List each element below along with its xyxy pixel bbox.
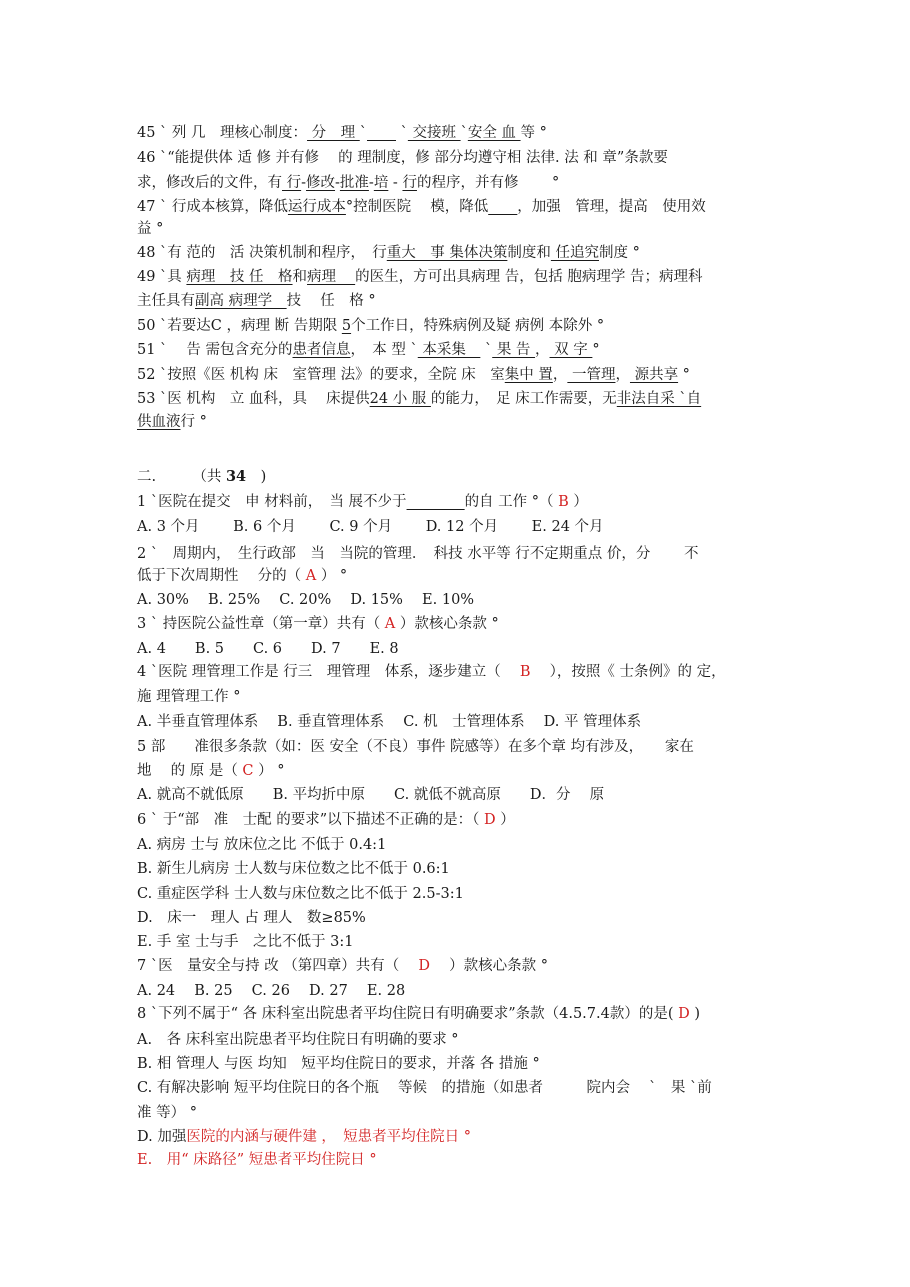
choice-question-line	[137, 1151, 377, 1169]
fill-in-question-line	[137, 244, 640, 262]
choice-question-line	[137, 615, 499, 633]
text-segment: `	[359, 125, 367, 141]
marked-answer: E. 用“ 床路径” 短患者平均住院日 °	[137, 1152, 377, 1168]
choice-question-line	[137, 860, 450, 878]
text-segment: D. 加强	[137, 1129, 187, 1145]
text-segment: °	[678, 367, 690, 383]
text-segment: `	[460, 125, 468, 141]
text-segment: 47 ` 行成本核算，降低	[137, 199, 288, 215]
text-segment: B. 相 管理人 与医 均知 短平均住院日的要求，并落 各 措施 °	[137, 1056, 540, 1072]
fill-in-answer: 运行成本	[287, 199, 346, 215]
text-segment: ，	[552, 367, 568, 383]
text-segment: A. 3 个月 B. 6 个月 C. 9 个月 D. 12 个月 E. 24 个月	[137, 519, 604, 535]
choice-question-line	[137, 468, 266, 486]
text-segment: °控制医院 模，降低	[345, 199, 489, 215]
fill-in-answer: 任追究	[550, 245, 599, 261]
text-segment: 8 `下列不属于“ 各 床科室出院患者平均住院日有明确要求”条款（4.5.7.4款）的是(	[137, 1006, 674, 1022]
choice-question-line	[137, 909, 366, 927]
fill-in-answer: 行	[402, 175, 417, 191]
choice-question-line	[137, 688, 240, 706]
choice-question-line	[137, 738, 694, 756]
text-segment: )	[694, 1006, 701, 1022]
text-segment: D. 床一 理人 占 理人 数≥85%	[137, 910, 366, 926]
fill-in-question-line	[137, 268, 702, 286]
text-segment: 低于下次周期性 分的（	[137, 568, 302, 584]
fill-in-question-line	[137, 317, 604, 335]
fill-in-question-line	[137, 341, 600, 359]
text-segment: 主任具有	[137, 293, 195, 309]
text-segment: -	[368, 175, 374, 191]
fill-in-answer: 重大 事 集体决策	[386, 245, 508, 261]
text-segment: 50 `若要达C ，病理 断 告期限	[137, 318, 342, 334]
text-segment: 二. （共	[137, 469, 226, 485]
marked-answer: D	[479, 812, 501, 828]
fill-in-question-line	[137, 124, 547, 142]
fill-in-question-line	[137, 198, 706, 216]
fill-in-question-line	[137, 292, 376, 310]
choice-question-line	[137, 811, 515, 829]
text-segment: 3 ` 持医院公益性章（第一章）共有（	[137, 616, 381, 632]
text-segment: ， 本 型 `	[350, 342, 418, 358]
fill-in-answer: 交接班	[407, 125, 461, 141]
fill-in-answer: 双 字	[549, 342, 593, 358]
text-segment: 的自 工作 °（	[464, 494, 554, 510]
marked-answer: 医院的内涵与硬件建 ， 短患者平均住院日 °	[186, 1129, 472, 1145]
choice-question-line	[137, 567, 347, 585]
choice-question-line	[137, 713, 641, 731]
text-segment: A. 24 B. 25 C. 26 D. 27 E. 28	[137, 983, 406, 999]
text-segment: ），按照《 士条例》的 定，	[535, 664, 726, 680]
choice-question-line	[137, 982, 405, 1000]
choice-question-line	[137, 640, 399, 658]
text-segment: 制度和	[507, 245, 551, 261]
fill-in-answer: 批准	[339, 175, 369, 191]
text-segment: 地 的 原 是（	[137, 763, 238, 779]
fill-in-answer: 一管理	[567, 367, 616, 383]
text-segment: )	[246, 469, 267, 485]
choice-question-line	[137, 786, 604, 804]
text-segment: ） °	[320, 568, 348, 584]
text-segment: 的能力， 足 床工作需要，无	[430, 391, 617, 407]
text-segment: 51 ` 告 需包含充分的	[137, 342, 293, 358]
marked-answer: C	[237, 763, 259, 779]
text-segment: -	[388, 175, 403, 191]
fill-in-question-line	[137, 390, 701, 408]
fill-in-question-line	[137, 366, 690, 384]
text-segment: A. 30% B. 25% C. 20% D. 15% E. 10%	[137, 592, 475, 608]
text-segment: 4 `医院 理管理工作是 行三 理管理 体系，逐步建立（	[137, 664, 516, 680]
text-segment: ）款核心条款 °	[434, 958, 549, 974]
choice-question-line	[137, 762, 285, 780]
text-segment: 等 °	[520, 125, 547, 141]
text-segment: -	[301, 175, 307, 191]
text-segment: 益 °	[137, 221, 164, 237]
text-segment: 53 `医 机构 立 血科，具 床提供	[137, 391, 370, 407]
text-segment: A. 就高不就低原 B. 平均折中原 C. 就低不就高原 D．分 原	[137, 787, 605, 803]
fill-in-answer: 分 理	[307, 125, 360, 141]
fill-in-answer: ____	[488, 199, 518, 215]
marked-answer: A	[380, 616, 400, 632]
choice-question-line	[137, 663, 726, 681]
fill-in-answer: 源共享	[629, 367, 679, 383]
fill-in-question-line	[137, 220, 163, 238]
text-segment: 准 等） °	[137, 1105, 197, 1121]
text-segment: 和	[292, 269, 308, 285]
text-segment: 5 部 准很多条款（如：医 安全（不良）事件 院感等）在多个章 均有涉及， 家在	[137, 739, 694, 755]
choice-question-line	[137, 836, 386, 854]
fill-in-answer: 副高 病理学	[195, 293, 287, 309]
text-segment: 求，修改后的文件，有	[137, 175, 282, 191]
text-segment: 46 `“能提供体 适 修 并有修 的 理制度，修 部分均遵守相 法律. 法 和 章”条款要	[137, 150, 668, 166]
fill-in-answer: ________	[406, 494, 465, 510]
choice-question-line	[137, 1079, 712, 1097]
choice-question-line	[137, 591, 474, 609]
text-segment: 34	[225, 468, 247, 485]
marked-answer: D	[673, 1006, 695, 1022]
text-segment: 52 `按照《医 机构 床 室管理 法》的要求，全院 床 室	[137, 367, 505, 383]
choice-question-line	[137, 957, 548, 975]
text-segment: 49 `具	[137, 269, 187, 285]
text-segment: ，	[615, 367, 630, 383]
marked-answer: D	[413, 958, 435, 974]
text-segment: 技 任 格 °	[286, 293, 376, 309]
text-segment: 制度 °	[599, 245, 640, 261]
fill-in-question-line	[137, 413, 207, 431]
text-segment: `	[396, 125, 408, 141]
text-segment: 2 ` 周期内， 生行政部 当 当院的管理． 科技 水平等 行不定期重点 价，分 不	[137, 546, 699, 562]
marked-answer: B	[553, 494, 574, 510]
fill-in-question-line	[137, 149, 668, 167]
fill-in-answer: 24 小 服	[369, 391, 431, 407]
text-segment: ，加强 管理，提高 使用效	[517, 199, 706, 215]
choice-question-line	[137, 493, 588, 511]
text-segment: A. 病房 士与 放床位之比 不低于 0.4:1	[137, 837, 387, 853]
text-segment: ）	[573, 494, 588, 510]
fill-in-answer: 行	[282, 175, 302, 191]
fill-in-answer: ____	[367, 125, 396, 141]
choice-question-line	[137, 885, 464, 903]
choice-question-line	[137, 1005, 700, 1023]
text-segment: C. 重症医学科 士人数与床位数之比不低于 2.5-3:1	[137, 886, 464, 902]
text-segment: 48 `有 范的 活 决策机制和程序， 行	[137, 245, 387, 261]
text-segment: B. 新生儿病房 士人数与床位数之比不低于 0.6:1	[137, 861, 450, 877]
fill-in-answer: 修改	[306, 175, 336, 191]
text-segment: ） °	[258, 763, 285, 779]
text-segment: 7 `医 量安全与持 改 （第四章）共有（	[137, 958, 414, 974]
fill-in-answer: 病理	[307, 269, 356, 285]
fill-in-answer: 培	[373, 175, 389, 191]
choice-question-line	[137, 518, 604, 536]
text-segment: 的医生，方可出具病理 告，包括 胞病理学 告；病理科	[355, 269, 703, 285]
text-segment: 个工作日，特殊病例及疑 病例 本除外 °	[351, 318, 605, 334]
text-segment: 6 ` 于“部 准 士配 的要求”以下描述不正确的是：（	[137, 812, 480, 828]
marked-answer: B	[515, 664, 536, 680]
choice-question-line	[137, 1128, 471, 1146]
fill-in-answer: 患者信息	[292, 342, 351, 358]
text-segment: 45 ` 列 几 理核心制度：	[137, 125, 308, 141]
text-segment: A. 半垂直管理体系 B. 垂直管理体系 C. 机 士管理体系 D. 平 管理体系	[137, 714, 642, 730]
text-segment: E. 手 室 士与手 之比不低于 3:1	[137, 934, 354, 950]
text-segment: A. 各 床科室出院患者平均住院日有明确的要求 °	[137, 1032, 459, 1048]
fill-in-answer: 集中 置	[504, 367, 553, 383]
text-segment: ）	[500, 812, 515, 828]
fill-in-answer: 病理 技 任 格	[186, 269, 293, 285]
fill-in-answer: 供血液	[137, 414, 181, 430]
text-segment: °	[592, 342, 600, 358]
text-segment: 施 理管理工作 °	[137, 689, 241, 705]
choice-question-line	[137, 545, 699, 563]
text-segment: 1 `医院在提交 申 材料前， 当 展不少于	[137, 494, 407, 510]
choice-question-line	[137, 1031, 459, 1049]
fill-in-answer: 果 告	[492, 342, 536, 358]
text-segment: 行 °	[180, 414, 207, 430]
text-segment: 的程序，并有修 °	[416, 175, 560, 191]
text-segment: C. 有解决影响 短平均住院日的各个瓶 等候 的措施（如患者 院内会 ` 果 `前	[137, 1080, 712, 1096]
text-segment: -	[335, 175, 340, 191]
text-segment: ）款核心条款 °	[399, 616, 499, 632]
fill-in-answer: 安全 血	[467, 125, 521, 141]
text-segment: ，	[535, 342, 550, 358]
choice-question-line	[137, 1104, 197, 1122]
choice-question-line	[137, 933, 353, 951]
text-segment: `	[480, 342, 493, 358]
fill-in-answer: 5	[341, 318, 352, 334]
fill-in-question-line	[137, 174, 559, 192]
choice-question-line	[137, 1055, 540, 1073]
fill-in-answer: 非法自采 `自	[616, 391, 702, 407]
text-segment: A. 4 B. 5 C. 6 D. 7 E. 8	[137, 641, 399, 657]
fill-in-answer: 本采集	[417, 342, 481, 358]
marked-answer: A	[301, 568, 321, 584]
